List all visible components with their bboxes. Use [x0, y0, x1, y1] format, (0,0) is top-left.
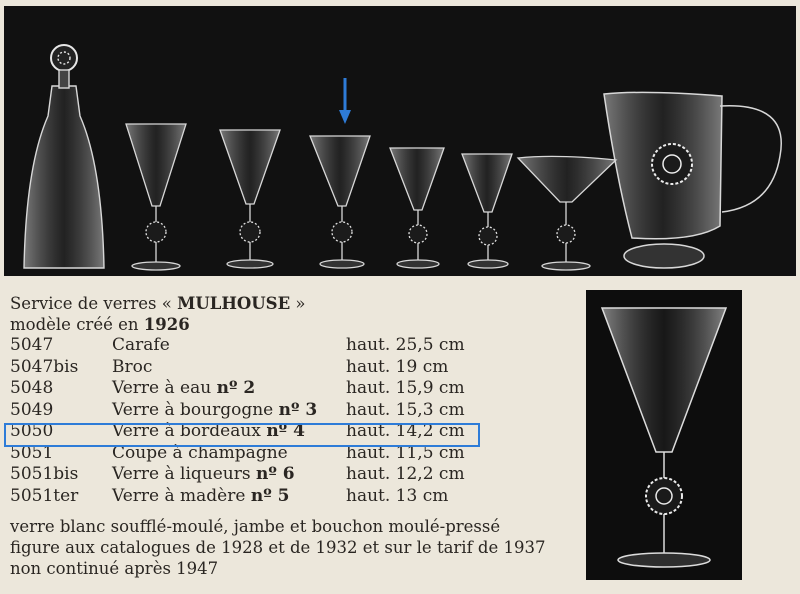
item-name: Broc [112, 356, 153, 377]
item-height: haut. 25,5 cm [346, 335, 465, 355]
down-arrow-icon [339, 78, 351, 124]
item-ref: 5051 [10, 442, 54, 463]
item-height: haut. 15,3 cm [346, 399, 465, 420]
note-catalogues: figure aux catalogues de 1928 et de 1932 et sur le tarif de 1937 [10, 538, 546, 557]
model-line [10, 314, 580, 335]
item-height: haut. 12,2 cm [346, 464, 465, 484]
list-item [10, 357, 580, 379]
burgundy-glass-image [220, 130, 280, 268]
items-list [10, 335, 580, 507]
pitcher-image [604, 92, 781, 268]
service-photo [4, 6, 796, 276]
bordeaux-glass-image [310, 136, 370, 268]
list-item [10, 464, 580, 486]
list-item [10, 400, 580, 422]
list-item [10, 335, 580, 357]
item-name: Verre à bourgogne nº 3 [112, 399, 318, 420]
model-year: 1926 [143, 315, 190, 334]
title-suffix: » [295, 294, 306, 313]
water-glass-image [126, 124, 186, 270]
item-ref: 5047 [10, 335, 54, 355]
highlight-box [4, 423, 480, 447]
liqueur-glass-large-image [390, 148, 444, 268]
note-material: verre blanc soufflé-moulé, jambe et bouchon moulé-pressé [10, 517, 501, 536]
list-item [10, 378, 580, 400]
glass-closeup-photo [586, 290, 742, 580]
notes [10, 516, 546, 579]
item-name: Carafe [112, 335, 170, 355]
carafe-image [24, 45, 104, 268]
item-height: haut. 13 cm [346, 485, 449, 506]
item-ref: 5051ter [10, 485, 79, 506]
item-ref: 5047bis [10, 356, 79, 377]
title-prefix: Service de verres « [10, 294, 172, 313]
item-name: Verre à eau nº 2 [112, 378, 256, 398]
list-item [10, 486, 580, 508]
service-title [10, 293, 580, 314]
item-height: haut. 15,9 cm [346, 378, 465, 398]
item-name: Coupe à champagne [112, 442, 288, 463]
item-ref: 5049 [10, 399, 54, 420]
item-height: haut. 19 cm [346, 356, 449, 377]
item-ref: 5051bis [10, 464, 79, 484]
item-name: Verre à bordeaux nº 4 [112, 421, 305, 441]
item-name: Verre à liqueurs nº 6 [112, 464, 295, 484]
note-discontinued: non continué après 1947 [10, 559, 219, 578]
item-ref: 5050 [10, 421, 54, 441]
item-height: haut. 11,5 cm [346, 442, 465, 463]
item-ref: 5048 [10, 378, 54, 398]
madeira-glass-image [462, 154, 512, 268]
service-name: MULHOUSE [177, 294, 291, 313]
model-text: modèle créé en [10, 315, 139, 334]
item-height: haut. 14,2 cm [346, 421, 465, 441]
catalogue-entry [10, 293, 580, 507]
item-name: Verre à madère nº 5 [112, 485, 290, 506]
champagne-coupe-image [518, 156, 616, 270]
